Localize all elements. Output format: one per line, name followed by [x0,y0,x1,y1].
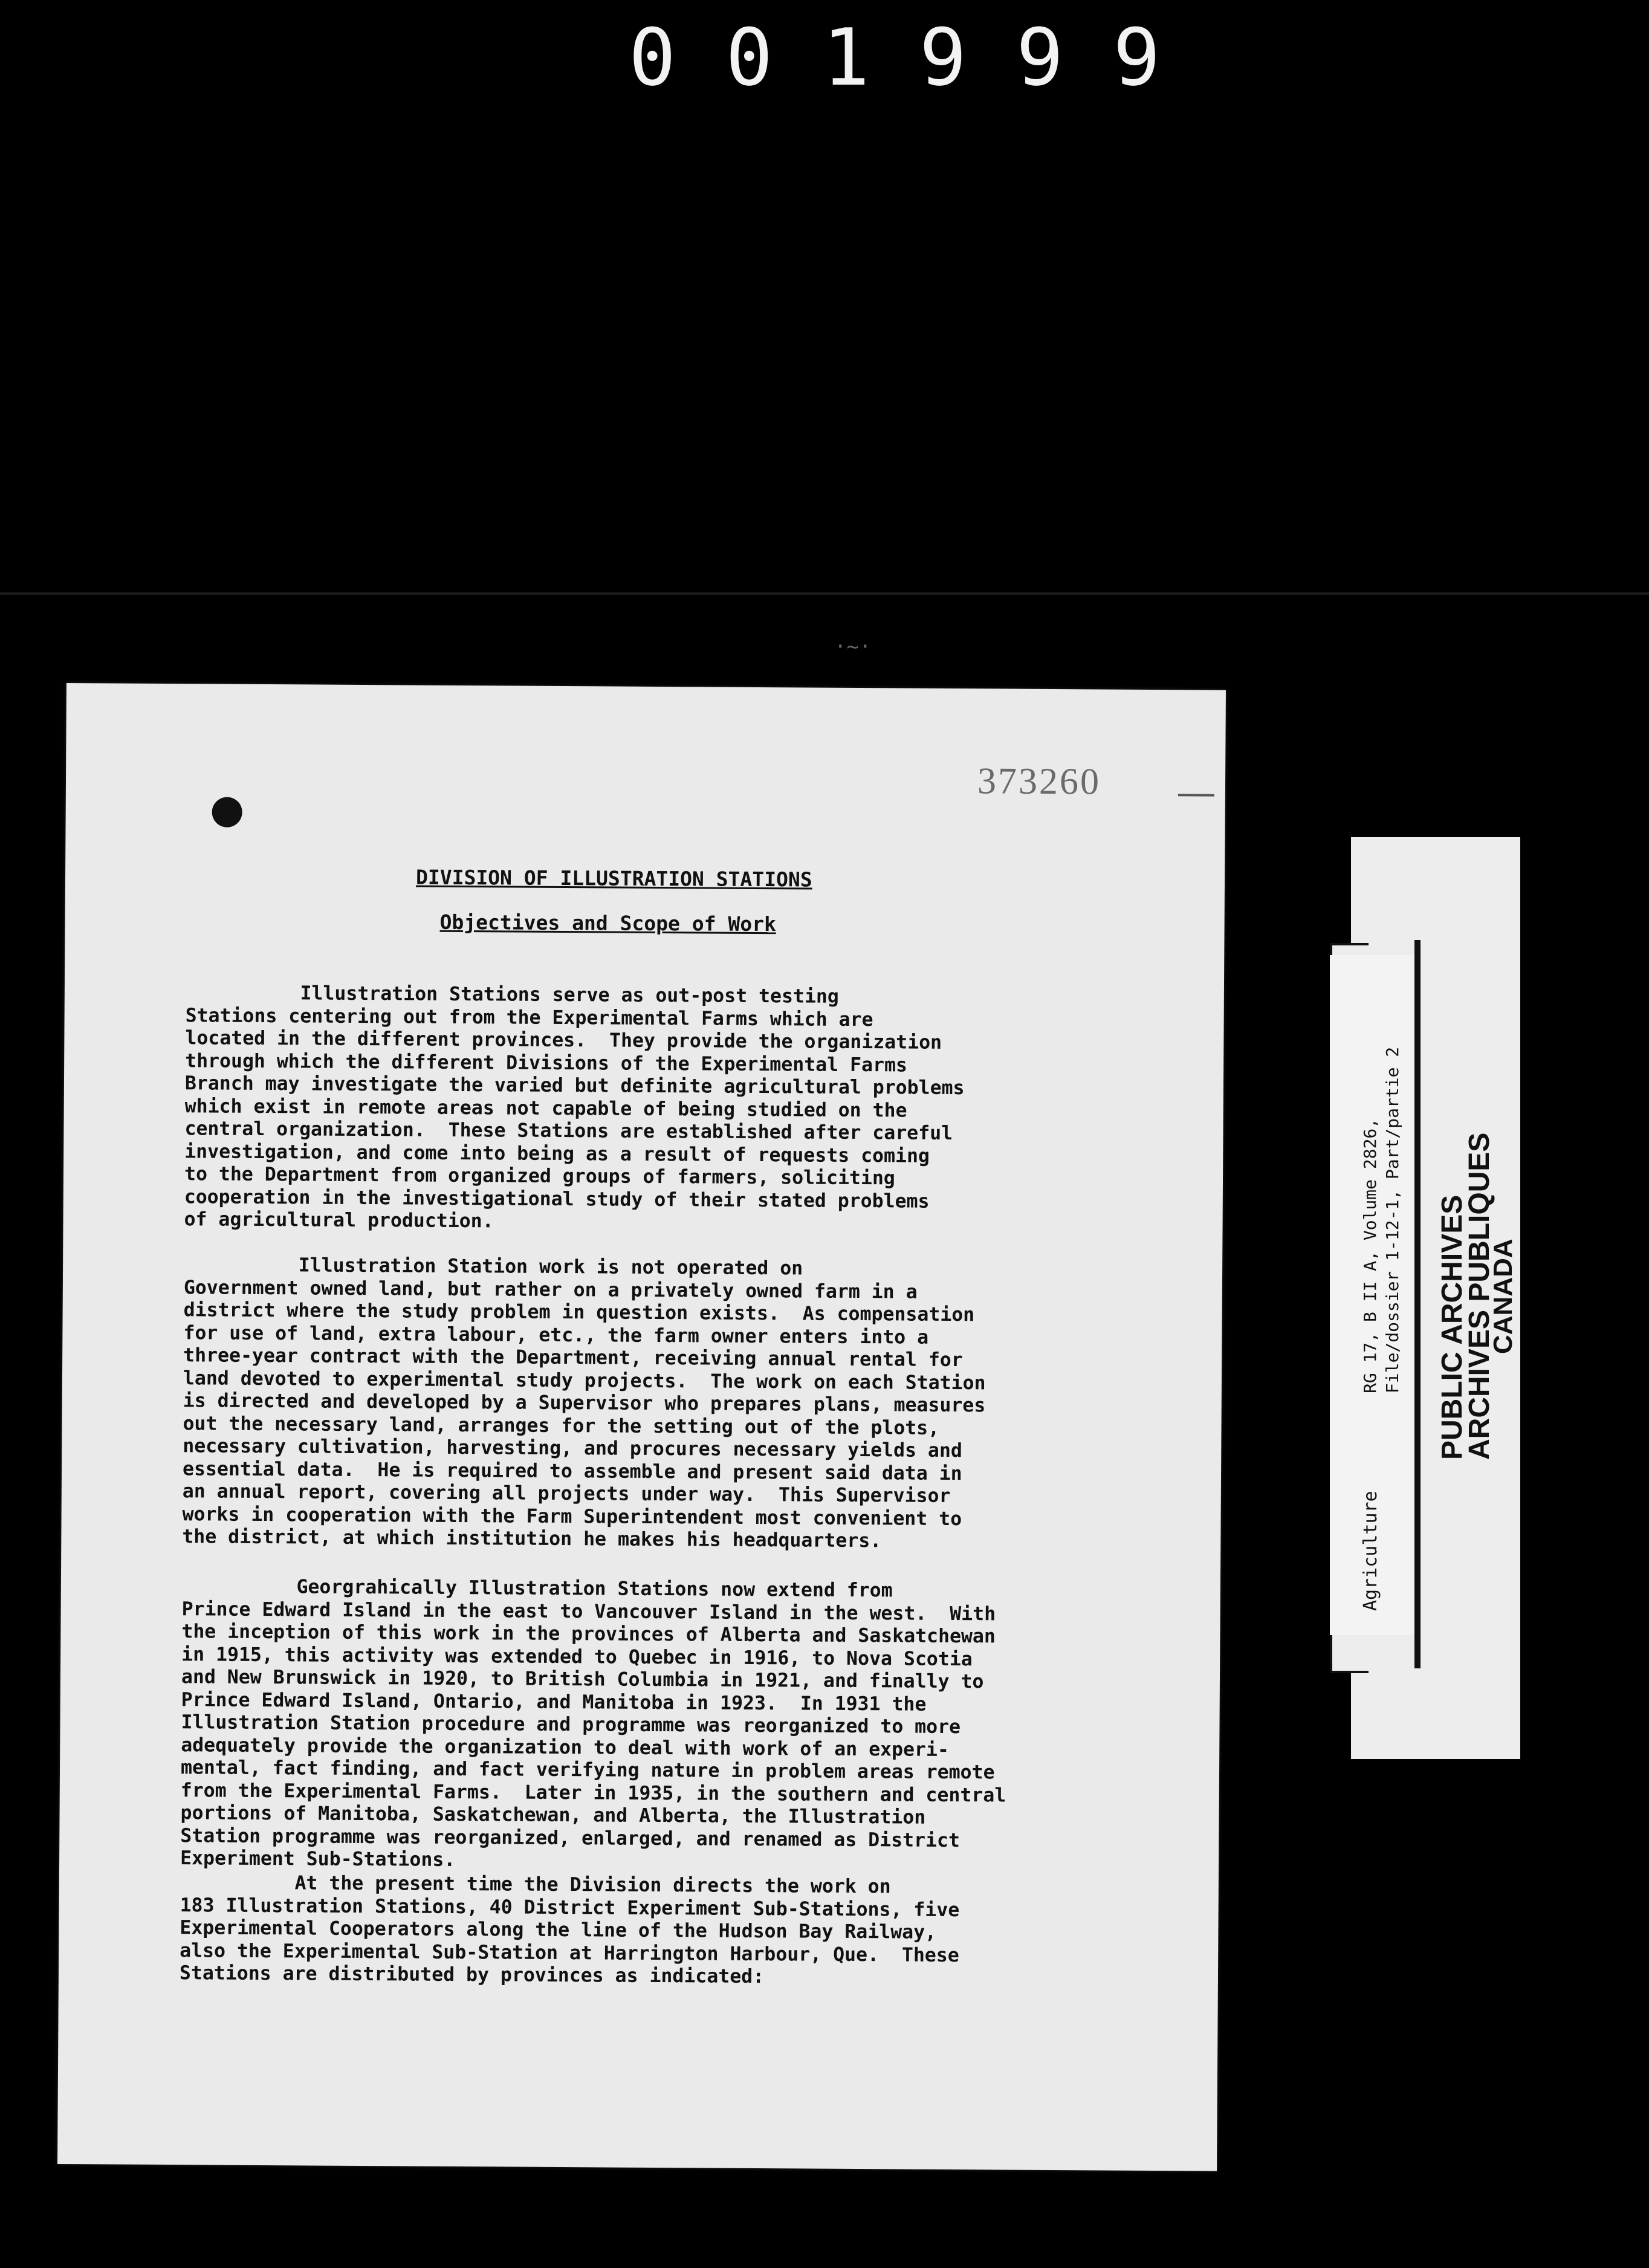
text-line: in 1915, this activity was extended to Quebec in 1916, to Nova Scotia [181,1643,973,1670]
microfilm-band-divider [0,592,1649,595]
text-line: of agricultural production. [184,1208,494,1233]
document-subtitle: Objectives and Scope of Work [439,910,777,936]
text-line: Illustration Stations serve as out-post testing [185,982,839,1008]
text-line: an annual report, covering all projects under way. This Supervisor [182,1480,951,1507]
text-line: Experimental Cooperators along the line of the Hudson Bay Railway, [180,1917,937,1943]
text-line: mental, fact finding, and fact verifying nature in problem areas remote [180,1757,995,1784]
text-line: district where the study problem in question exists. As compensation [183,1299,975,1326]
text-line: Illustration Station work is not operated on [184,1254,803,1280]
text-line: necessary cultivation, harvesting, and procures necessary yields and [183,1435,962,1462]
text-line: out the necessary land, arranges for the setting out of the plots, [183,1412,940,1439]
text-line: cooperation in the investigational study of their stated problems [184,1185,930,1213]
text-line: 183 Illustration Stations, 40 District Experiment Sub-Stations, five [180,1894,960,1921]
text-line: works in cooperation with the Farm Superintendent most convenient to [182,1503,962,1530]
text-line: the district, at which institution he makes his headquarters. [182,1526,882,1552]
text-line: Stations centering out from the Experimental Farms which are [185,1004,873,1031]
text-line: Experiment Sub-Stations. [180,1847,456,1871]
text-line: land devoted to experimental study projects. The work on each Station [183,1367,986,1394]
text-line: Stations are distributed by provinces as indicated: [179,1962,765,1988]
text-line: which exist in remote areas not capable of being studied on the [184,1095,907,1122]
text-line: located in the different provinces. They provide the organization [185,1027,942,1054]
archive-stamp-line-3: CANADA [1488,1239,1518,1354]
punch-hole [212,797,242,827]
text-line: At the present time the Division directs the work on [180,1871,891,1898]
document-page [57,683,1226,2171]
text-line: also the Experimental Sub-Station at Harrington Harbour, Que. These [180,1939,959,1966]
text-line: Branch may investigate the varied but definite agricultural problems [184,1072,965,1100]
text-line: adequately provide the organization to deal with work of an experi- [181,1734,949,1761]
text-line: through which the different Divisions of the Experimental Farms [185,1049,908,1077]
text-line: central organization. These Stations are established after careful [184,1118,953,1144]
text-line: Illustration Station procedure and programme was reorganized to more [181,1711,961,1738]
text-line: and New Brunswick in 1920, to British Columbia in 1921, and finally to [181,1666,984,1693]
text-line: essential data. He is required to assemble and present said data in [182,1457,962,1485]
text-line: from the Experimental Farms. Later in 1935, in the southern and central [180,1779,1006,1807]
document-number: 373260 [977,760,1101,803]
archive-reference-line-1: RG 17, B II A, Volume 2826, [1360,1118,1380,1393]
archive-reference-line-2: File/dossier 1-12-1, Part/partie 2 [1382,1046,1402,1393]
archive-label-edge [1414,940,1421,1668]
text-line: is directed and developed by a Supervisor who prepares plans, measures [183,1390,986,1417]
paragraph-1 [184,982,1213,1237]
film-smudge: ·~· [834,635,872,659]
text-line: Prince Edward Island, Ontario, and Manitoba in 1923. In 1931 the [181,1688,927,1716]
text-line: for use of land, extra labour, etc., the farm owner enters into a [183,1321,929,1349]
text-line: portions of Manitoba, Saskatchewan, and Alberta, the Illustration [180,1802,926,1829]
text-line: Government owned land, but rather on a privately owned farm in a [183,1276,918,1303]
text-line: Georgrahically Illustration Stations now extend from [181,1575,893,1602]
text-line: the inception of this work in the provinces of Alberta and Saskatchewan [181,1621,996,1648]
text-line: investigation, and come into being as a result of requests coming [184,1140,930,1167]
paragraph-2 [182,1254,1211,1555]
archive-stamp-line-2: ARCHIVES PUBLIQUES [1463,1132,1495,1460]
page-edge-mark [1178,794,1214,796]
archive-stamp-line-1: PUBLIC ARCHIVES [1436,1194,1468,1460]
text-line: three-year contract with the Department, receiving annual rental for [183,1344,963,1372]
archive-subject: Agriculture [1360,1491,1381,1611]
text-line: Station programme was reorganized, enlarged, and renamed as District [180,1824,961,1852]
microfilm-frame-number: 001999 [629,11,1210,103]
paragraph-3 [180,1575,1210,1876]
text-line: to the Department from organized groups of farmers, soliciting [184,1163,895,1190]
document-title: DIVISION OF ILLUSTRATION STATIONS [415,865,812,892]
text-line: Prince Edward Island in the east to Vancouver Island in the west. With [181,1598,996,1625]
paragraph-4 [180,1871,1208,1991]
